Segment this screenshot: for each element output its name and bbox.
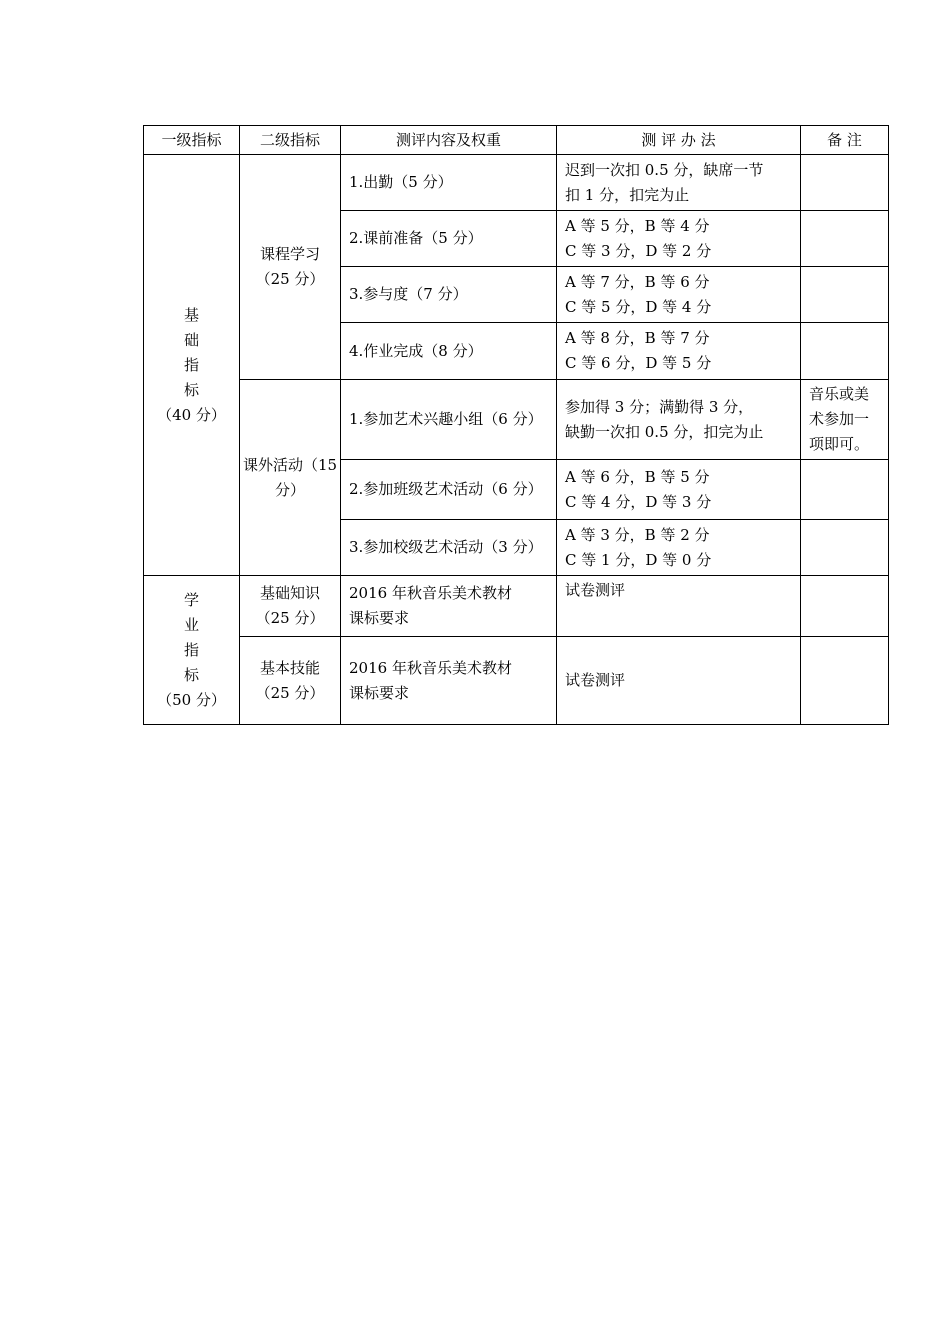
method-cell: 试卷测评 xyxy=(557,576,801,637)
method-cell: A 等 3 分，B 等 2 分 C 等 1 分，D 等 0 分 xyxy=(557,520,801,576)
content-cell: 4.作业完成（8 分） xyxy=(341,323,557,380)
method-cell: A 等 6 分，B 等 5 分 C 等 4 分，D 等 3 分 xyxy=(557,460,801,520)
method-cell: A 等 5 分，B 等 4 分 C 等 3 分，D 等 2 分 xyxy=(557,211,801,267)
table-row xyxy=(144,380,889,460)
remark-cell xyxy=(801,576,889,637)
content-cell: 2.参加班级艺术活动（6 分） xyxy=(341,460,557,520)
table-row xyxy=(144,637,889,725)
method-cell: A 等 7 分，B 等 6 分 C 等 5 分，D 等 4 分 xyxy=(557,267,801,323)
content-cell: 2.课前准备（5 分） xyxy=(341,211,557,267)
remark-cell: 音乐或美 术参加一 项即可。 xyxy=(801,380,889,460)
content-cell: 1.出勤（5 分） xyxy=(341,155,557,211)
remark-cell xyxy=(801,520,889,576)
table-row xyxy=(144,576,889,637)
remark-cell xyxy=(801,155,889,211)
method-cell: 试卷测评 xyxy=(557,637,801,725)
remark-cell xyxy=(801,323,889,380)
level2-course-study: 课程学习 （25 分） xyxy=(240,155,341,380)
header-content: 测评内容及权重 xyxy=(341,126,557,155)
content-cell: 1.参加艺术兴趣小组（6 分） xyxy=(341,380,557,460)
level1-academic: 学 业 指 标 （50 分） xyxy=(144,576,240,725)
content-cell: 3.参加校级艺术活动（3 分） xyxy=(341,520,557,576)
method-cell: 迟到一次扣 0.5 分，缺席一节 扣 1 分，扣完为止 xyxy=(557,155,801,211)
level2-basic-knowledge: 基础知识 （25 分） xyxy=(240,576,341,637)
level2-basic-skills: 基本技能 （25 分） xyxy=(240,637,341,725)
level1-basic: 基 础 指 标 （40 分） xyxy=(144,155,240,576)
remark-cell xyxy=(801,637,889,725)
method-cell: 参加得 3 分；满勤得 3 分， 缺勤一次扣 0.5 分，扣完为止 xyxy=(557,380,801,460)
content-cell: 2016 年秋音乐美术教材 课标要求 xyxy=(341,576,557,637)
method-cell: A 等 8 分，B 等 7 分 C 等 6 分，D 等 5 分 xyxy=(557,323,801,380)
header-method: 测 评 办 法 xyxy=(557,126,801,155)
content-cell: 2016 年秋音乐美术教材 课标要求 xyxy=(341,637,557,725)
content-cell: 3.参与度（7 分） xyxy=(341,267,557,323)
remark-cell xyxy=(801,460,889,520)
header-remark: 备 注 xyxy=(801,126,889,155)
header-level2: 二级指标 xyxy=(240,126,341,155)
header-row xyxy=(144,126,889,155)
level2-extracurricular: 课外活动（15 分） xyxy=(240,380,341,576)
table-row xyxy=(144,155,889,211)
remark-cell xyxy=(801,267,889,323)
header-level1: 一级指标 xyxy=(144,126,240,155)
remark-cell xyxy=(801,211,889,267)
evaluation-table xyxy=(143,125,889,725)
